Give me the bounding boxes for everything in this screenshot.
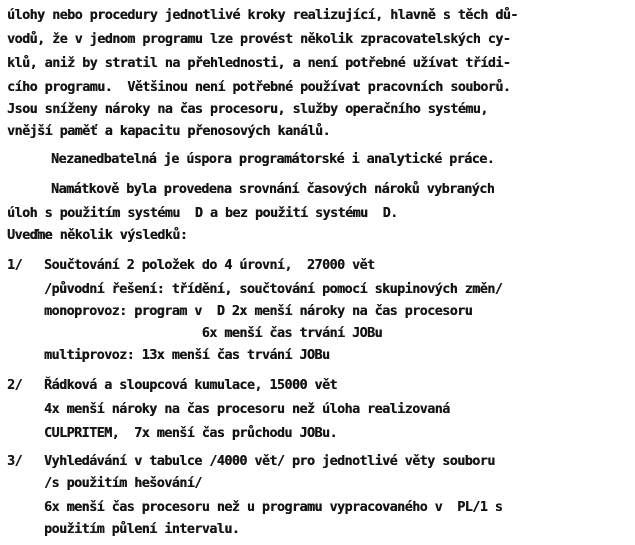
list-item-line: CULPRITEM, 7x menší čas průchodu JOBu. (44, 426, 337, 441)
text-line: Uveďme několik výsledků: (7, 228, 188, 243)
list-item-line: multiprovoz: 13x menší čas trvání JOBu (44, 348, 330, 363)
list-item-line: 6x menší čas procesoru než u programu vypracovaného v PL/1 s (44, 500, 503, 515)
text-line: Jsou sníženy nároky na čas procesoru, služby operačního systému, (7, 102, 488, 117)
list-item-line: Součtování 2 položek do 4 úrovní, 27000 vět (44, 258, 375, 273)
list-item-line: monoprovoz: program v D 2x menší nároky na čas procesoru (44, 304, 473, 319)
list-item-line: Vyhledávání v tabulce /4000 vět/ pro jednotlivé věty souboru (44, 454, 495, 469)
text-line: vnější paměť a kapacitu přenosových kanálů. (7, 124, 331, 139)
text-line: cího programu. Většinou není potřebné používat pracovních souborů. (7, 80, 511, 95)
text-line: Namátkově byla provedena srovnání časových nároků vybraných (51, 182, 495, 197)
text-line: Nezanedbatelná je úspora programátorské i analytické práce. (51, 152, 495, 167)
list-item-line: 4x menší nároky na čas procesoru než úloha realizovaná (44, 402, 450, 417)
text-line: úloh s použitím systému D a bez použití systému D. (7, 206, 398, 221)
list-number: 2/ (7, 378, 23, 393)
list-item-line: 6x menší čas trvání JOBu (44, 326, 383, 341)
list-item-line: Řádková a sloupcová kumulace, 15000 vět (44, 378, 337, 393)
list-number: 1/ (7, 258, 23, 273)
list-number: 3/ (7, 454, 23, 469)
list-item-line: /původní řešení: třídění, součtování pomocí skupinových změn/ (44, 282, 503, 297)
text-line: vodů, že v jednom programu lze provést několik zpracovatelských cy- (7, 32, 511, 47)
list-item-line: /s použitím hešování/ (44, 476, 202, 491)
list-item-line: použitím půlení intervalu. (44, 522, 240, 537)
text-line: úlohy nebo procedury jednotlivé kroky realizující, hlavně s těch dů- (7, 8, 518, 23)
text-line: klů, aniž by stratil na přehlednosti, a není potřebné užívat třídi- (7, 56, 511, 71)
